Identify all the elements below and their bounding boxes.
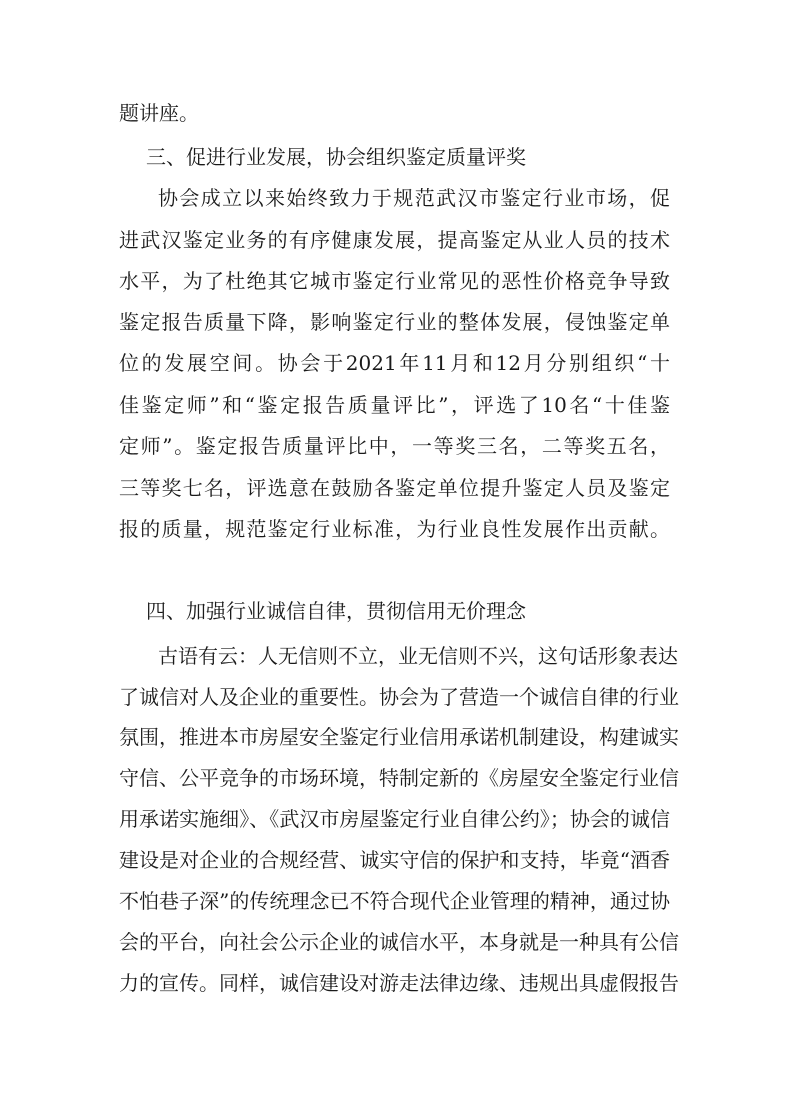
section-4-heading: 四、加强行业诚信自律，贯彻信用无价理念 [146,599,526,623]
section-3-line-5: 位的发展空间。协会于2021年11月和12月分别组织“十 [119,351,670,375]
section-3-line-6: 佳鉴定师”和“鉴定报告质量评比”，评选了10名“十佳鉴 [119,393,670,417]
section-3-heading: 三、促进行业发展，协会组织鉴定质量评奖 [146,145,526,169]
paragraph-continuation-line: 题讲座。 [119,101,199,125]
section-3-line-9: 报的质量，规范鉴定行业标准，为行业良性发展作出贡献。 [119,517,670,541]
section-4-line-8: 会的平台，向社会公示企业的诚信水平，本身就是一种具有公信 [119,930,679,954]
section-4-line-5: 用承诺实施细》、《武汉市房屋鉴定行业自律公约》；协会的诚信 [119,807,670,831]
section-4-line-9: 力的宣传。同样，诚信建设对游走法律边缘、违规出具虚假报告 [119,971,679,995]
section-3-line-4: 鉴定报告质量下降，影响鉴定行业的整体发展，侵蚀鉴定单 [119,310,670,334]
section-3-line-2: 进武汉鉴定业务的有序健康发展，提高鉴定从业人员的技术 [119,228,670,252]
section-4-line-3: 氛围，推进本市房屋安全鉴定行业信用承诺机制建设，构建诚实 [119,725,679,749]
section-3-line-1: 协会成立以来始终致力于规范武汉市鉴定行业市场，促 [158,186,670,210]
section-4-line-4: 守信、公平竞争的市场环境，特制定新的《房屋安全鉴定行业信 [119,766,679,790]
section-4-line-2: 了诚信对人及企业的重要性。协会为了营造一个诚信自律的行业 [119,685,679,709]
section-4-line-6: 建设是对企业的合规经营、诚实守信的保护和支持，毕竟“酒香 [119,848,670,872]
section-4-line-1: 古语有云：人无信则不立，业无信则不兴，这句话形象表达 [158,644,678,668]
section-3-line-8: 三等奖七名，评选意在鼓励各鉴定单位提升鉴定人员及鉴定 [119,476,670,500]
section-4-line-7: 不怕巷子深”的传统理念已不符合现代企业管理的精神，通过协 [119,889,670,913]
section-3-line-3: 水平，为了杜绝其它城市鉴定行业常见的恶性价格竞争导致 [119,269,670,293]
section-3-line-7: 定师”。鉴定报告质量评比中，一等奖三名，二等奖五名， [119,434,670,458]
